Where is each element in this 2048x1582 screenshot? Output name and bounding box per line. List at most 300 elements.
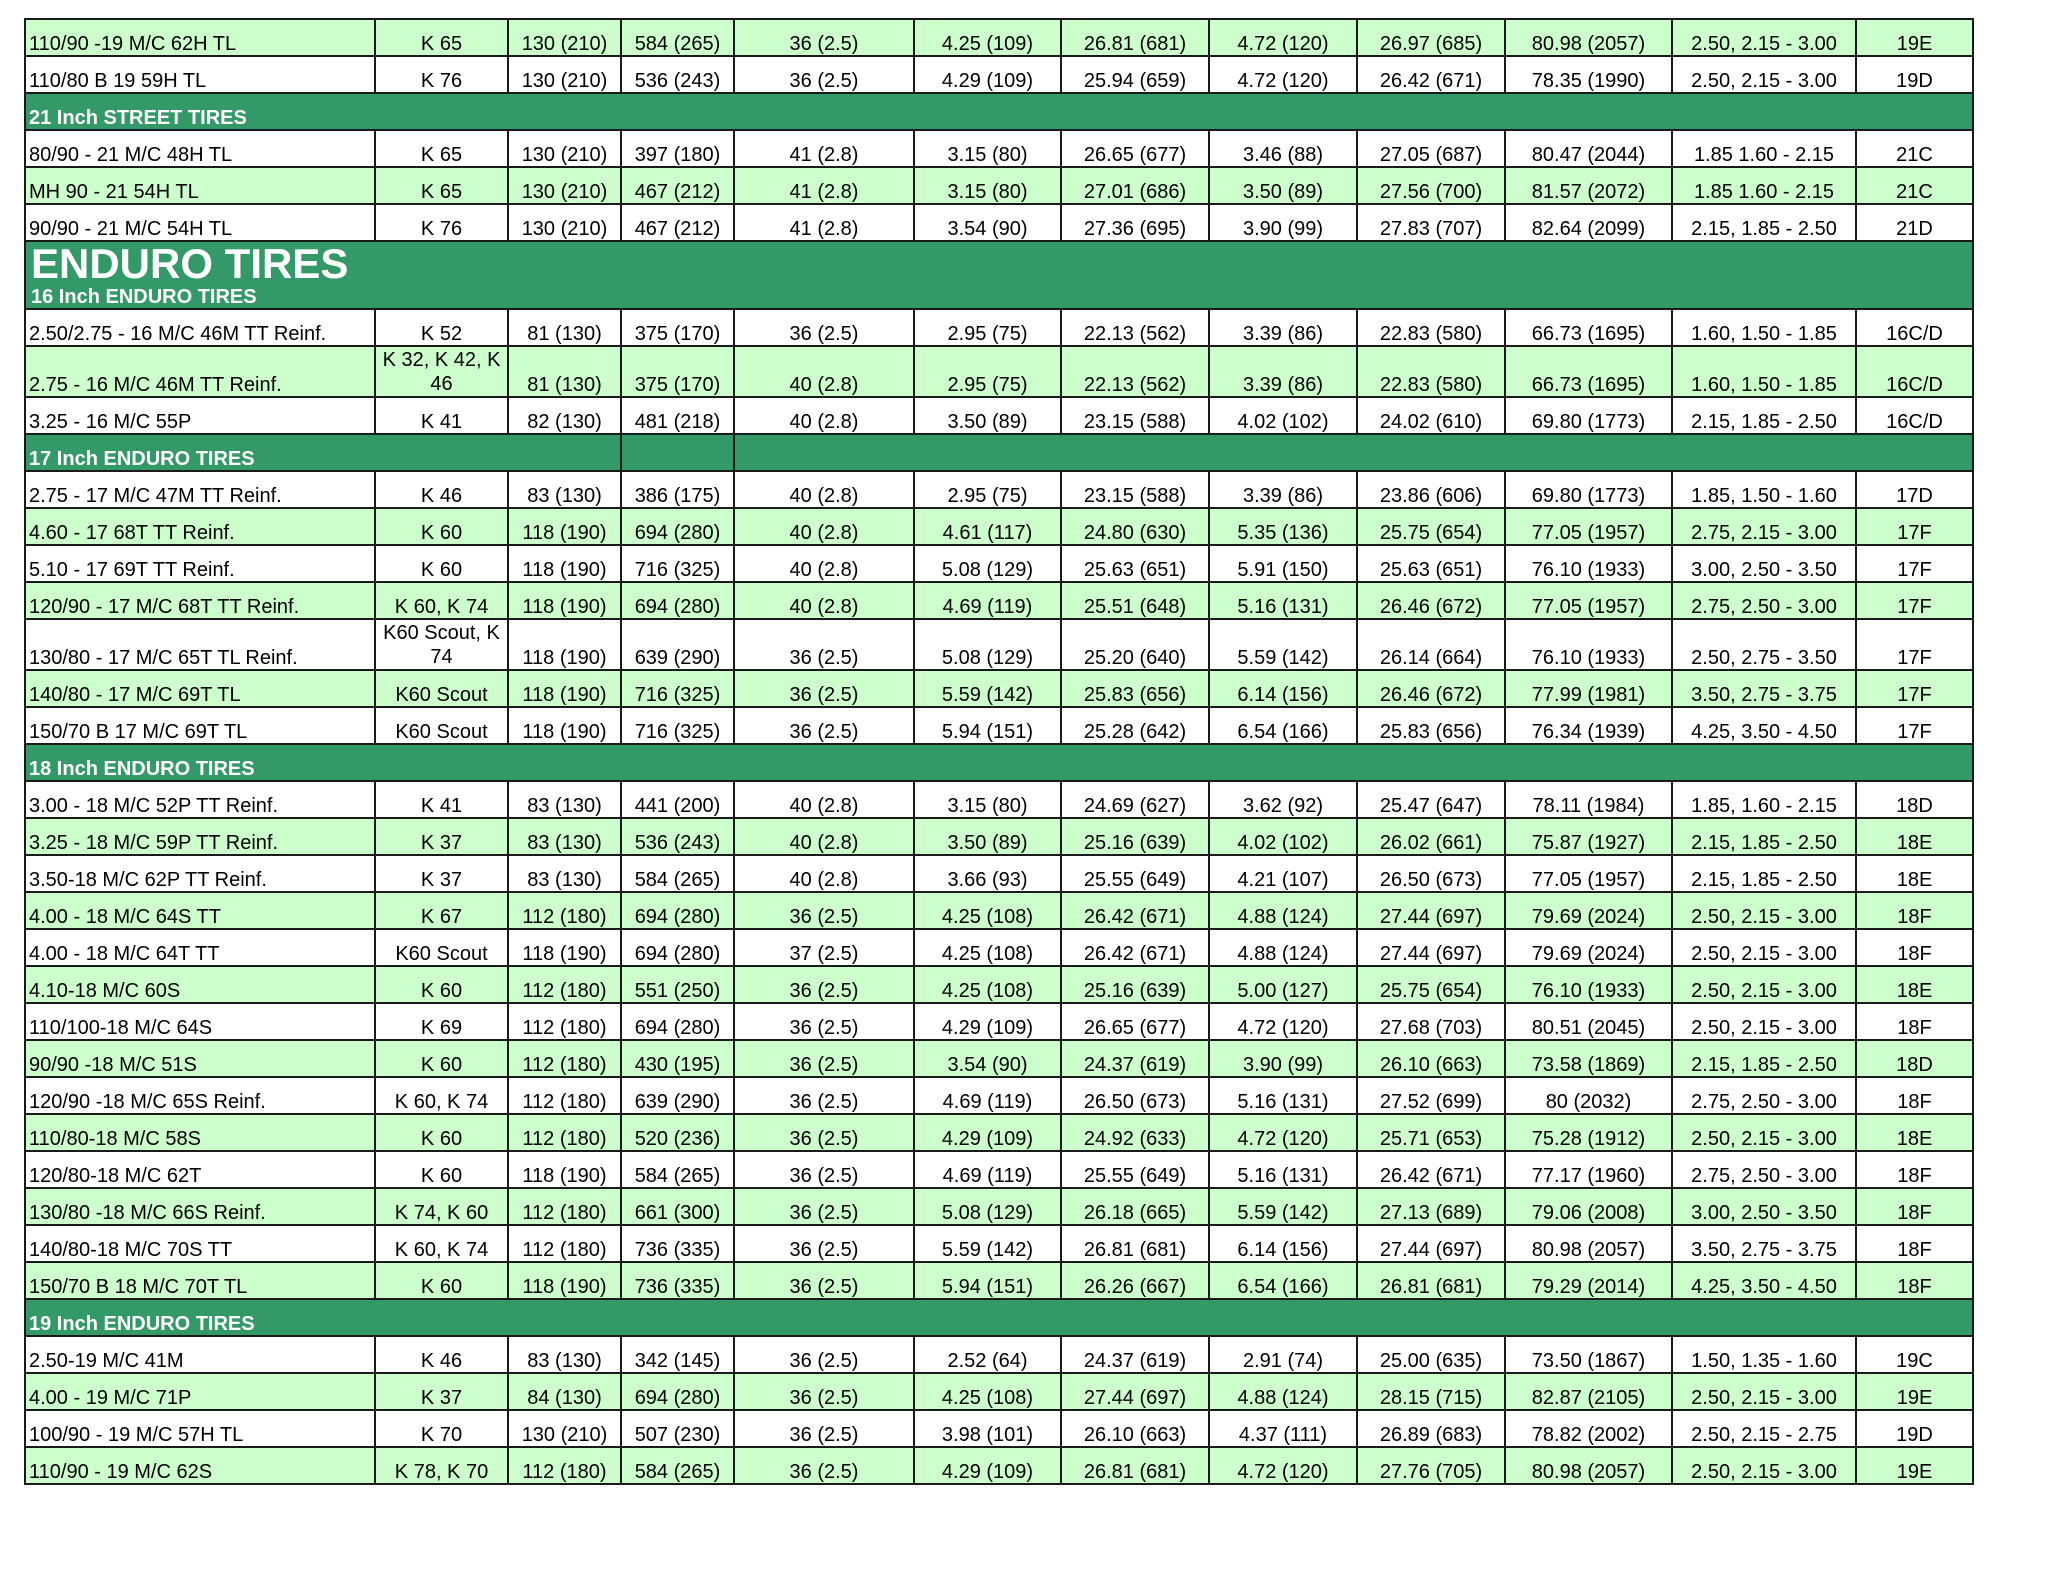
speed-cell: 118 (190) [508,508,621,545]
inflated-width-cell: 4.37 (111) [1209,1410,1357,1447]
pressure-cell: 36 (2.5) [734,707,914,744]
pressure-cell: 41 (2.8) [734,167,914,204]
overall-diameter-cell: 25.83 (656) [1061,670,1209,707]
table-row [25,1225,1973,1262]
table-row [25,545,1973,582]
overall-diameter-cell: 25.51 (648) [1061,582,1209,619]
rim-width-cell: 1.85 1.60 - 2.15 [1672,130,1856,167]
inflated-width-cell: 5.59 (142) [1209,1188,1357,1225]
speed-cell: 130 (210) [508,130,621,167]
rim-width-cell: 2.75, 2.50 - 3.00 [1672,582,1856,619]
inflated-diameter-cell: 22.83 (580) [1357,309,1505,346]
rim-width-cell: 2.15, 1.85 - 2.50 [1672,204,1856,241]
section-width-cell: 4.25 (108) [914,929,1061,966]
pressure-cell: 40 (2.8) [734,397,914,434]
inflated-diameter-cell: 27.44 (697) [1357,929,1505,966]
speed-cell: 112 (180) [508,1447,621,1484]
pressure-cell: 40 (2.8) [734,545,914,582]
pressure-cell: 40 (2.8) [734,818,914,855]
table-row [25,471,1973,508]
load-cell: 441 (200) [621,781,734,818]
tire-size-cell: 3.25 - 16 M/C 55P [25,397,375,434]
rim-width-cell: 2.50, 2.15 - 3.00 [1672,892,1856,929]
code-cell: 18D [1856,781,1973,818]
code-cell: 19D [1856,1410,1973,1447]
speed-cell: 83 (130) [508,855,621,892]
load-cell: 584 (265) [621,1447,734,1484]
circumference-cell: 77.99 (1981) [1505,670,1672,707]
rim-width-cell: 1.50, 1.35 - 1.60 [1672,1336,1856,1373]
table-row [25,167,1973,204]
load-cell: 551 (250) [621,966,734,1003]
code-cell: 17F [1856,582,1973,619]
speed-cell: 82 (130) [508,397,621,434]
section-width-cell: 3.15 (80) [914,167,1061,204]
rim-width-cell: 2.50, 2.15 - 3.00 [1672,56,1856,93]
inflated-width-cell: 4.88 (124) [1209,929,1357,966]
inflated-diameter-cell: 26.46 (672) [1357,670,1505,707]
pressure-cell: 36 (2.5) [734,966,914,1003]
section-width-cell: 3.98 (101) [914,1410,1061,1447]
circumference-cell: 66.73 (1695) [1505,346,1672,397]
circumference-cell: 76.10 (1933) [1505,966,1672,1003]
overall-diameter-cell: 26.42 (671) [1061,929,1209,966]
overall-diameter-cell: 26.50 (673) [1061,1077,1209,1114]
circumference-cell: 82.87 (2105) [1505,1373,1672,1410]
inflated-width-cell: 3.62 (92) [1209,781,1357,818]
overall-diameter-cell: 27.01 (686) [1061,167,1209,204]
circumference-cell: 66.73 (1695) [1505,309,1672,346]
speed-cell: 118 (190) [508,545,621,582]
pressure-cell: 40 (2.8) [734,346,914,397]
inflated-diameter-cell: 25.83 (656) [1357,707,1505,744]
tire-size-cell: 100/90 - 19 M/C 57H TL [25,1410,375,1447]
inflated-width-cell: 3.46 (88) [1209,130,1357,167]
section-width-cell: 4.29 (109) [914,56,1061,93]
rim-width-cell: 3.50, 2.75 - 3.75 [1672,1225,1856,1262]
load-cell: 375 (170) [621,346,734,397]
rim-width-cell: 1.85, 1.50 - 1.60 [1672,471,1856,508]
tire-size-cell: 80/90 - 21 M/C 48H TL [25,130,375,167]
code-cell: 19E [1856,1373,1973,1410]
section-width-cell: 5.08 (129) [914,619,1061,670]
inflated-width-cell: 4.88 (124) [1209,1373,1357,1410]
inflated-diameter-cell: 25.71 (653) [1357,1114,1505,1151]
pressure-cell: 36 (2.5) [734,19,914,56]
tread-pattern-cell: K 41 [375,781,508,818]
tread-pattern-cell: K 60 [375,966,508,1003]
overall-diameter-cell: 25.16 (639) [1061,818,1209,855]
inflated-width-cell: 4.02 (102) [1209,818,1357,855]
circumference-cell: 77.05 (1957) [1505,855,1672,892]
pressure-cell: 36 (2.5) [734,1151,914,1188]
pressure-cell: 36 (2.5) [734,1077,914,1114]
pressure-cell: 36 (2.5) [734,1262,914,1299]
load-cell: 639 (290) [621,619,734,670]
code-cell: 18E [1856,818,1973,855]
tire-size-cell: 130/80 - 17 M/C 65T TL Reinf. [25,619,375,670]
circumference-cell: 75.87 (1927) [1505,818,1672,855]
overall-diameter-cell: 24.69 (627) [1061,781,1209,818]
table-row [25,966,1973,1003]
load-cell: 507 (230) [621,1410,734,1447]
speed-cell: 112 (180) [508,1188,621,1225]
inflated-diameter-cell: 27.05 (687) [1357,130,1505,167]
rim-width-cell: 1.85 1.60 - 2.15 [1672,167,1856,204]
code-cell: 18F [1856,929,1973,966]
inflated-diameter-cell: 26.14 (664) [1357,619,1505,670]
rim-width-cell: 2.15, 1.85 - 2.50 [1672,818,1856,855]
tire-size-cell: 3.50-18 M/C 62P TT Reinf. [25,855,375,892]
inflated-diameter-cell: 26.50 (673) [1357,855,1505,892]
inflated-width-cell: 3.39 (86) [1209,471,1357,508]
inflated-width-cell: 3.90 (99) [1209,204,1357,241]
load-cell: 467 (212) [621,204,734,241]
speed-cell: 130 (210) [508,204,621,241]
rim-width-cell: 1.85, 1.60 - 2.15 [1672,781,1856,818]
inflated-diameter-cell: 26.46 (672) [1357,582,1505,619]
speed-cell: 118 (190) [508,582,621,619]
rim-width-cell: 2.75, 2.50 - 3.00 [1672,1077,1856,1114]
inflated-width-cell: 4.88 (124) [1209,892,1357,929]
circumference-cell: 78.35 (1990) [1505,56,1672,93]
pressure-cell: 36 (2.5) [734,1040,914,1077]
major-header-cell [25,241,1973,309]
circumference-cell: 78.82 (2002) [1505,1410,1672,1447]
inflated-width-cell: 4.72 (120) [1209,1447,1357,1484]
tread-pattern-cell: K60 Scout [375,929,508,966]
section-width-cell: 2.95 (75) [914,346,1061,397]
table-row [25,929,1973,966]
tire-size-cell: 2.50-19 M/C 41M [25,1336,375,1373]
code-cell: 21D [1856,204,1973,241]
tire-size-cell: 3.00 - 18 M/C 52P TT Reinf. [25,781,375,818]
speed-cell: 84 (130) [508,1373,621,1410]
pressure-cell: 41 (2.8) [734,130,914,167]
load-cell: 397 (180) [621,130,734,167]
section-width-cell: 5.08 (129) [914,545,1061,582]
inflated-diameter-cell: 25.75 (654) [1357,966,1505,1003]
circumference-cell: 77.17 (1960) [1505,1151,1672,1188]
tread-pattern-cell: K 65 [375,19,508,56]
table-row [25,707,1973,744]
speed-cell: 130 (210) [508,1410,621,1447]
tire-size-cell: 90/90 -18 M/C 51S [25,1040,375,1077]
tire-size-cell: 2.50/2.75 - 16 M/C 46M TT Reinf. [25,309,375,346]
overall-diameter-cell: 24.92 (633) [1061,1114,1209,1151]
code-cell: 21C [1856,167,1973,204]
speed-cell: 112 (180) [508,966,621,1003]
load-cell: 694 (280) [621,1373,734,1410]
inflated-width-cell: 6.54 (166) [1209,707,1357,744]
tread-pattern-cell: K 67 [375,892,508,929]
overall-diameter-cell: 26.42 (671) [1061,892,1209,929]
inflated-width-cell: 5.91 (150) [1209,545,1357,582]
overall-diameter-cell: 22.13 (562) [1061,309,1209,346]
rim-width-cell: 2.50, 2.15 - 2.75 [1672,1410,1856,1447]
speed-cell: 130 (210) [508,167,621,204]
inflated-diameter-cell: 27.44 (697) [1357,892,1505,929]
tread-pattern-cell: K 46 [375,1336,508,1373]
section-width-cell: 4.25 (109) [914,19,1061,56]
pressure-cell: 36 (2.5) [734,309,914,346]
code-cell: 18F [1856,1003,1973,1040]
load-cell: 716 (325) [621,707,734,744]
section-width-cell: 2.95 (75) [914,309,1061,346]
section-width-cell: 4.69 (119) [914,1077,1061,1114]
code-cell: 17F [1856,670,1973,707]
code-cell: 19D [1856,56,1973,93]
load-cell: 736 (335) [621,1262,734,1299]
rim-width-cell: 1.60, 1.50 - 1.85 [1672,346,1856,397]
tread-pattern-cell: K 65 [375,130,508,167]
table-row [25,56,1973,93]
tire-size-cell: 4.00 - 19 M/C 71P [25,1373,375,1410]
rim-width-cell: 2.50, 2.15 - 3.00 [1672,929,1856,966]
tread-pattern-cell: K 60, K 74 [375,1225,508,1262]
code-cell: 17F [1856,508,1973,545]
inflated-width-cell: 3.39 (86) [1209,346,1357,397]
circumference-cell: 80.98 (2057) [1505,19,1672,56]
rim-width-cell: 1.60, 1.50 - 1.85 [1672,309,1856,346]
pressure-cell: 40 (2.8) [734,582,914,619]
speed-cell: 118 (190) [508,1262,621,1299]
code-cell: 18E [1856,1114,1973,1151]
circumference-cell: 76.10 (1933) [1505,619,1672,670]
circumference-cell: 77.05 (1957) [1505,508,1672,545]
table-row [25,1447,1973,1484]
pressure-cell: 36 (2.5) [734,1188,914,1225]
section-header-row [25,434,1973,471]
overall-diameter-cell: 27.36 (695) [1061,204,1209,241]
load-cell: 694 (280) [621,582,734,619]
overall-diameter-cell: 25.94 (659) [1061,56,1209,93]
tread-pattern-cell: K 37 [375,1373,508,1410]
section-width-cell: 4.61 (117) [914,508,1061,545]
circumference-cell: 80.51 (2045) [1505,1003,1672,1040]
tread-pattern-cell: K 70 [375,1410,508,1447]
circumference-cell: 80.47 (2044) [1505,130,1672,167]
inflated-width-cell: 3.39 (86) [1209,309,1357,346]
section-width-cell: 5.94 (151) [914,707,1061,744]
inflated-diameter-cell: 25.75 (654) [1357,508,1505,545]
rim-width-cell: 2.15, 1.85 - 2.50 [1672,855,1856,892]
inflated-diameter-cell: 27.44 (697) [1357,1225,1505,1262]
load-cell: 661 (300) [621,1188,734,1225]
section-width-cell: 4.25 (108) [914,966,1061,1003]
tire-size-cell: 4.10-18 M/C 60S [25,966,375,1003]
tread-pattern-cell: K 60 [375,508,508,545]
pressure-cell: 36 (2.5) [734,1336,914,1373]
tread-pattern-cell: K60 Scout [375,670,508,707]
inflated-diameter-cell: 26.10 (663) [1357,1040,1505,1077]
table-row [25,1003,1973,1040]
inflated-width-cell: 4.72 (120) [1209,56,1357,93]
circumference-cell: 79.69 (2024) [1505,892,1672,929]
section-width-cell: 5.59 (142) [914,1225,1061,1262]
load-cell: 584 (265) [621,1151,734,1188]
overall-diameter-cell: 25.16 (639) [1061,966,1209,1003]
table-row [25,670,1973,707]
speed-cell: 112 (180) [508,1114,621,1151]
tread-pattern-cell: K 46 [375,471,508,508]
pressure-cell: 36 (2.5) [734,619,914,670]
code-cell: 19C [1856,1336,1973,1373]
speed-cell: 118 (190) [508,670,621,707]
inflated-diameter-cell: 26.02 (661) [1357,818,1505,855]
load-cell: 430 (195) [621,1040,734,1077]
section-gap-cell [734,434,1973,471]
speed-cell: 130 (210) [508,56,621,93]
overall-diameter-cell: 26.81 (681) [1061,1225,1209,1262]
pressure-cell: 36 (2.5) [734,892,914,929]
tire-size-cell: MH 90 - 21 54H TL [25,167,375,204]
section-width-cell: 2.52 (64) [914,1336,1061,1373]
tire-size-cell: 90/90 - 21 M/C 54H TL [25,204,375,241]
section-width-cell: 3.54 (90) [914,1040,1061,1077]
tread-pattern-cell: K 60 [375,1151,508,1188]
load-cell: 386 (175) [621,471,734,508]
tire-size-cell: 5.10 - 17 69T TT Reinf. [25,545,375,582]
rim-width-cell: 2.50, 2.75 - 3.50 [1672,619,1856,670]
code-cell: 18F [1856,1225,1973,1262]
circumference-cell: 79.69 (2024) [1505,929,1672,966]
overall-diameter-cell: 23.15 (588) [1061,471,1209,508]
section-width-cell: 5.08 (129) [914,1188,1061,1225]
circumference-cell: 73.50 (1867) [1505,1336,1672,1373]
table-row [25,781,1973,818]
inflated-width-cell: 5.00 (127) [1209,966,1357,1003]
tire-size-cell: 3.25 - 18 M/C 59P TT Reinf. [25,818,375,855]
table-row [25,204,1973,241]
load-cell: 520 (236) [621,1114,734,1151]
inflated-width-cell: 5.35 (136) [1209,508,1357,545]
overall-diameter-cell: 24.37 (619) [1061,1040,1209,1077]
section-width-cell: 4.25 (108) [914,892,1061,929]
section-width-cell: 3.15 (80) [914,781,1061,818]
inflated-diameter-cell: 25.47 (647) [1357,781,1505,818]
circumference-cell: 80.98 (2057) [1505,1447,1672,1484]
table-row [25,582,1973,619]
table-row [25,1410,1973,1447]
overall-diameter-cell: 26.81 (681) [1061,19,1209,56]
speed-cell: 112 (180) [508,1040,621,1077]
tire-size-cell: 110/90 -19 M/C 62H TL [25,19,375,56]
speed-cell: 118 (190) [508,619,621,670]
tire-size-cell: 140/80-18 M/C 70S TT [25,1225,375,1262]
code-cell: 18F [1856,1262,1973,1299]
tire-specs-table [24,18,1974,1485]
inflated-diameter-cell: 23.86 (606) [1357,471,1505,508]
section-width-cell: 3.54 (90) [914,204,1061,241]
inflated-diameter-cell: 26.81 (681) [1357,1262,1505,1299]
load-cell: 584 (265) [621,855,734,892]
inflated-width-cell: 4.02 (102) [1209,397,1357,434]
table-row [25,619,1973,670]
section-title: 19 Inch ENDURO TIRES [25,1299,1973,1336]
tread-pattern-cell: K 74, K 60 [375,1188,508,1225]
inflated-width-cell: 5.16 (131) [1209,1151,1357,1188]
section-width-cell: 3.15 (80) [914,130,1061,167]
code-cell: 16C/D [1856,346,1973,397]
rim-width-cell: 4.25, 3.50 - 4.50 [1672,707,1856,744]
speed-cell: 118 (190) [508,707,621,744]
inflated-diameter-cell: 27.76 (705) [1357,1447,1505,1484]
tire-size-cell: 110/100-18 M/C 64S [25,1003,375,1040]
inflated-width-cell: 4.72 (120) [1209,1114,1357,1151]
code-cell: 18D [1856,1040,1973,1077]
tire-size-cell: 120/90 - 17 M/C 68T TT Reinf. [25,582,375,619]
pressure-cell: 36 (2.5) [734,1225,914,1262]
inflated-diameter-cell: 28.15 (715) [1357,1373,1505,1410]
section-width-cell: 4.25 (108) [914,1373,1061,1410]
table-row [25,1077,1973,1114]
speed-cell: 118 (190) [508,929,621,966]
table-row [25,1188,1973,1225]
circumference-cell: 80.98 (2057) [1505,1225,1672,1262]
inflated-diameter-cell: 26.42 (671) [1357,56,1505,93]
tire-size-cell: 110/80-18 M/C 58S [25,1114,375,1151]
section-width-cell: 3.50 (89) [914,397,1061,434]
inflated-width-cell: 4.72 (120) [1209,19,1357,56]
circumference-cell: 69.80 (1773) [1505,471,1672,508]
load-cell: 342 (145) [621,1336,734,1373]
pressure-cell: 36 (2.5) [734,1447,914,1484]
section-width-cell: 4.29 (109) [914,1114,1061,1151]
pressure-cell: 36 (2.5) [734,56,914,93]
overall-diameter-cell: 25.55 (649) [1061,1151,1209,1188]
pressure-cell: 40 (2.8) [734,781,914,818]
pressure-cell: 40 (2.8) [734,508,914,545]
table-row [25,19,1973,56]
table-row [25,309,1973,346]
speed-cell: 112 (180) [508,1003,621,1040]
inflated-diameter-cell: 22.83 (580) [1357,346,1505,397]
tire-size-cell: 150/70 B 18 M/C 70T TL [25,1262,375,1299]
overall-diameter-cell: 27.44 (697) [1061,1373,1209,1410]
circumference-cell: 79.29 (2014) [1505,1262,1672,1299]
section-width-cell: 4.29 (109) [914,1447,1061,1484]
table-row [25,508,1973,545]
table-row [25,1114,1973,1151]
section-width-cell: 4.29 (109) [914,1003,1061,1040]
code-cell: 18E [1856,855,1973,892]
circumference-cell: 76.34 (1939) [1505,707,1672,744]
inflated-width-cell: 4.21 (107) [1209,855,1357,892]
load-cell: 694 (280) [621,508,734,545]
code-cell: 21C [1856,130,1973,167]
code-cell: 18F [1856,1077,1973,1114]
tread-pattern-cell: K 69 [375,1003,508,1040]
load-cell: 481 (218) [621,397,734,434]
code-cell: 17F [1856,707,1973,744]
tread-pattern-cell: K 60, K 74 [375,582,508,619]
rim-width-cell: 2.15, 1.85 - 2.50 [1672,397,1856,434]
overall-diameter-cell: 26.81 (681) [1061,1447,1209,1484]
circumference-cell: 81.57 (2072) [1505,167,1672,204]
rim-width-cell: 2.50, 2.15 - 3.00 [1672,1373,1856,1410]
inflated-width-cell: 6.54 (166) [1209,1262,1357,1299]
section-title: 16 Inch ENDURO TIRES [31,286,257,308]
section-header-row [25,744,1973,781]
speed-cell: 112 (180) [508,1077,621,1114]
circumference-cell: 75.28 (1912) [1505,1114,1672,1151]
overall-diameter-cell: 26.18 (665) [1061,1188,1209,1225]
load-cell: 467 (212) [621,167,734,204]
inflated-diameter-cell: 26.89 (683) [1357,1410,1505,1447]
inflated-diameter-cell: 27.13 (689) [1357,1188,1505,1225]
section-width-cell: 3.66 (93) [914,855,1061,892]
